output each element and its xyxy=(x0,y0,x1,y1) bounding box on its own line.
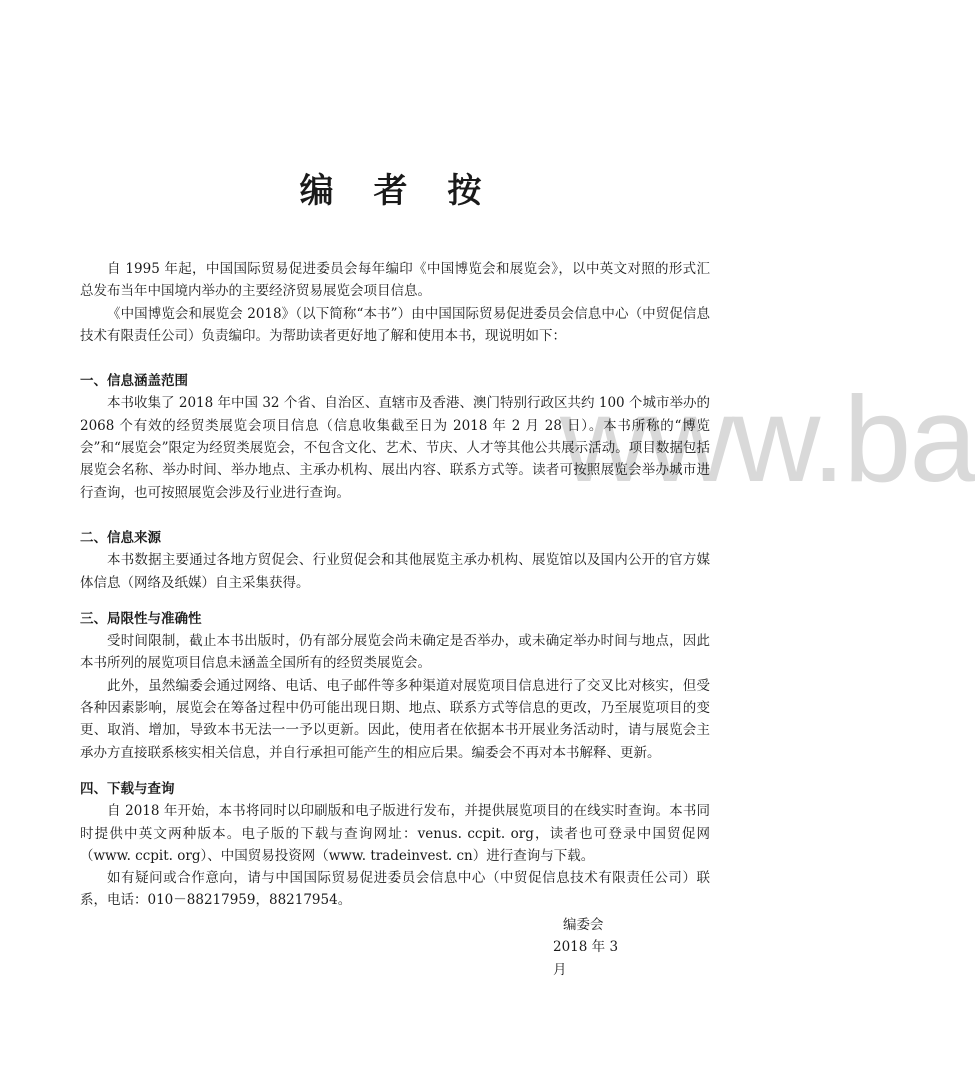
page-title: 编 者 按 xyxy=(299,171,496,211)
section-paragraph: 此外，虽然编委会通过网络、电话、电子邮件等多种渠道对展览项目信息进行了交叉比对核实，但受各种因素影响，展览会在筹备过程中仍可能出现日期、地点、联系方式等信息的更改，乃至展览项目的变更、取消、增加，导致本书无法一一予以更新。因此，使用者在依据本书开展业务活动时，请与展览会主承办方直接联系核实相关信息，并自行承担可能产生的相应后果。编委会不再对本书解释、更新。 xyxy=(80,677,710,761)
section-paragraph: 受时间限制，截止本书出版时，仍有部分展览会尚未确定是否举办，或未确定举办时间与地点，因此本书所列的展览项目信息未涵盖全国所有的经贸类展览会。 xyxy=(80,633,710,672)
section-heading: 一、信息涵盖范围 xyxy=(80,373,188,390)
section-paragraph: 自 2018 年开始，本书将同时以印刷版和电子版进行发布，并提供展览项目的在线实时查询。本书同时提供中英文两种版本。电子版的下载与查询网址：venus. ccpit. org，读者也可登录中国贸促网（www. ccpit. org）、中国贸易投资网（www. tradeinvest. cn）进行查询与下载。 xyxy=(80,803,710,864)
section-paragraph: 如有疑问或合作意向，请与中国国际贸易促进委员会信息中心（中贸促信息技术有限责任公司）联系，电话：010－88217959，88217954。 xyxy=(80,870,710,909)
signature-org: 编委会 xyxy=(563,917,604,933)
document-body xyxy=(80,258,710,912)
section-heading: 二、信息来源 xyxy=(80,529,161,546)
intro-paragraph: 《中国博览会和展览会 2018》（以下简称“本书”）由中国国际贸易促进委员会信息中心（中贸促信息技术有限责任公司）负责编印。为帮助读者更好地了解和使用本书，现说明如下： xyxy=(80,305,710,344)
watermark: www.ba xyxy=(560,371,975,507)
section-paragraph: 本书数据主要通过各地方贸促会、行业贸促会和其他展览主承办机构、展览馆以及国内公开的官方媒体信息（网络及纸媒）自主采集获得。 xyxy=(80,552,710,591)
section-heading: 三、局限性与准确性 xyxy=(80,610,202,627)
signature-date: 2018 年 3 月 xyxy=(553,939,619,978)
section-paragraph: 本书收集了 2018 年中国 32 个省、自治区、直辖市及香港、澳门特别行政区共约 100 个城市举办的 2068 个有效的经贸类展览会项目信息（信息收集截至日为 2018 年 2 月 28 日）。本书所称的“博览会”和“展览会”限定为经贸类展览会，不包含文化、艺术、节庆、人才等其他公共展示活动。项目数据包括展览会名称、举办时间、举办地点、主承办机构、展出内容、联系方式等。读者可按照展览会举办城市进行查询，也可按照展览会涉及行业进行查询。 xyxy=(80,395,710,501)
signature-block xyxy=(553,914,633,981)
intro-paragraph: 自 1995 年起，中国国际贸易促进委员会每年编印《中国博览会和展览会》，以中英文对照的形式汇总发布当年中国境内举办的主要经济贸易展览会项目信息。 xyxy=(80,261,710,300)
section-heading: 四、下载与查询 xyxy=(80,780,175,797)
